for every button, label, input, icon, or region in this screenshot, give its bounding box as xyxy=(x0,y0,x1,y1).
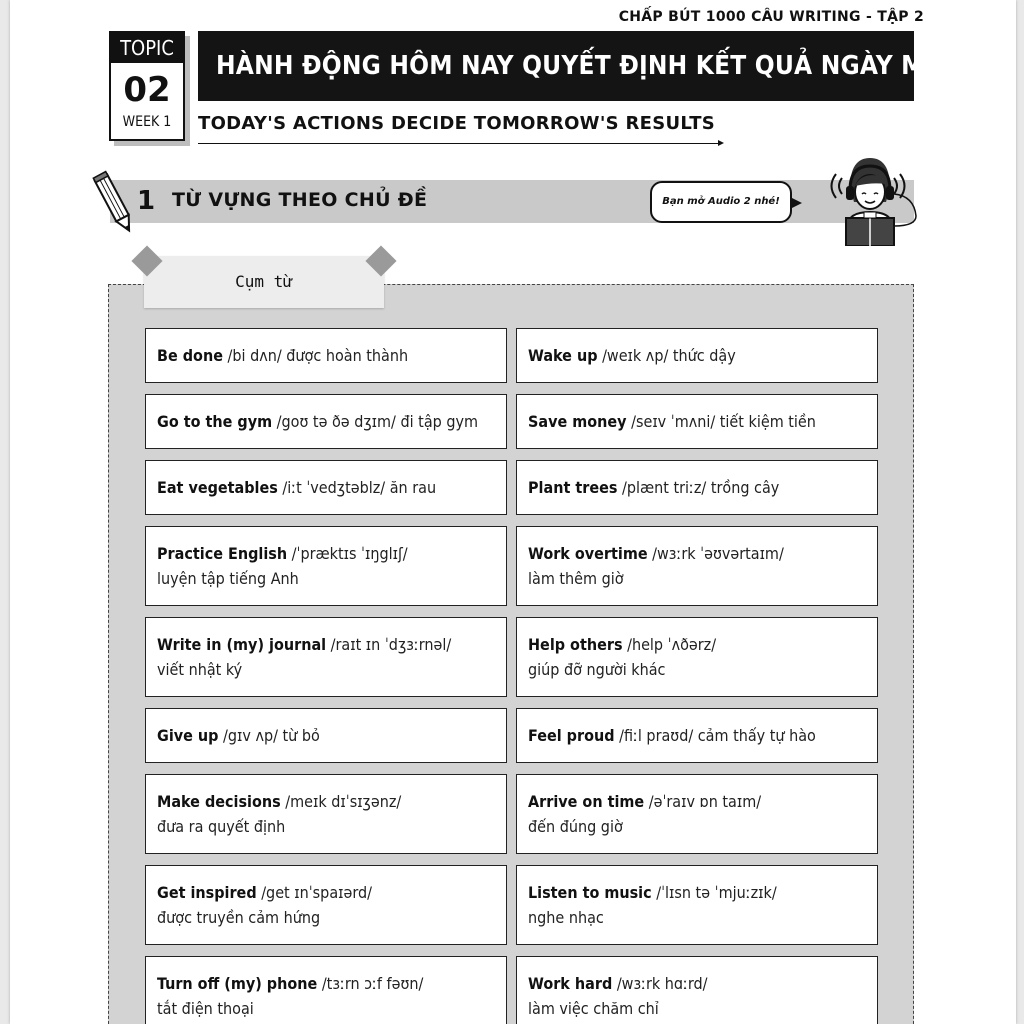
vocab-line xyxy=(528,880,866,905)
vocab-pronunciation: /weɪk ʌp/ thức dậy xyxy=(597,346,736,365)
topic-number: 02 xyxy=(123,70,171,110)
tape-label-card xyxy=(144,256,384,308)
subtitle-arrow-line xyxy=(198,143,718,144)
vocab-pronunciation: /seɪv ˈmʌni/ tiết kiệm tiền xyxy=(626,412,816,431)
vocab-line xyxy=(528,723,866,748)
vocab-pronunciation: /ˈpræktɪs ˈɪŋglɪʃ/ xyxy=(287,544,408,563)
vocab-meaning: làm thêm giờ xyxy=(528,569,624,588)
vocab-term: Feel proud xyxy=(528,726,615,745)
vocab-card-right xyxy=(516,526,878,606)
vocab-card-left xyxy=(145,526,507,606)
vocab-card-left xyxy=(145,865,507,945)
vocab-card-left xyxy=(145,394,507,449)
vocab-pronunciation: /wɜːrk ˈəʊvərtaɪm/ xyxy=(647,544,784,563)
vocab-term: Save money xyxy=(528,412,627,431)
vocab-term: Go to the gym xyxy=(157,412,273,431)
vocab-term: Give up xyxy=(157,726,219,745)
vocab-card-right xyxy=(516,774,878,854)
vocab-card-left xyxy=(145,956,507,1024)
vocab-pronunciation: /tɜːrn ɔːf fəʊn/ xyxy=(317,974,424,993)
vocab-term: Turn off (my) phone xyxy=(157,974,318,993)
vocab-line xyxy=(157,723,495,748)
book-title: CHẤP BÚT 1000 CÂU WRITING - TẬP 2 xyxy=(618,9,924,25)
vocab-meaning: đưa ra quyết định xyxy=(157,817,286,836)
vocab-term: Work hard xyxy=(528,974,613,993)
vocab-pronunciation: /meɪk dɪˈsɪʒənz/ xyxy=(280,792,402,811)
vocab-pronunciation: /əˈraɪv ɒn taɪm/ xyxy=(644,792,762,811)
vocab-term: Wake up xyxy=(528,346,598,365)
vocab-meaning: đến đúng giờ xyxy=(528,817,623,836)
vocab-line xyxy=(157,789,495,814)
vocab-card-right xyxy=(516,956,878,1024)
vocab-card-right xyxy=(516,865,878,945)
topic-label: TOPIC xyxy=(111,33,183,63)
vocab-term: Make decisions xyxy=(157,792,281,811)
vocab-pronunciation: /raɪt ɪn ˈdʒɜːrnəl/ xyxy=(326,635,452,654)
vocab-line xyxy=(528,541,866,566)
girl-with-headphones-icon xyxy=(818,154,918,246)
vocab-pronunciation: /fiːl praʊd/ cảm thấy tự hào xyxy=(614,726,816,745)
vocab-pronunciation: /gɪv ʌp/ từ bỏ xyxy=(218,726,320,745)
topic-badge xyxy=(109,31,185,141)
week-label: WEEK 1 xyxy=(122,114,172,130)
vocab-line xyxy=(528,632,866,657)
vocab-line xyxy=(528,409,866,434)
page-title: HÀNH ĐỘNG HÔM NAY QUYẾT ĐỊNH KẾT QUẢ NGÀY MAI xyxy=(198,31,914,101)
vocab-card-left xyxy=(145,617,507,697)
vocab-term: Be done xyxy=(157,346,223,365)
vocab-pronunciation: /goʊ tə ðə dʒɪm/ đi tập gym xyxy=(272,412,479,431)
vocab-line xyxy=(528,475,866,500)
section-title: TỪ VỰNG THEO CHỦ ĐỀ xyxy=(172,189,428,211)
document-page xyxy=(10,0,1016,1024)
vocab-line xyxy=(528,789,866,814)
vocab-line xyxy=(157,475,495,500)
vocab-term: Eat vegetables xyxy=(157,478,278,497)
page-subtitle: TODAY'S ACTIONS DECIDE TOMORROW'S RESULTS xyxy=(198,113,716,134)
pencil-icon xyxy=(92,170,138,238)
vocab-line xyxy=(157,343,495,368)
vocab-meaning: tắt điện thoại xyxy=(157,999,254,1018)
vocab-meaning: viết nhật ký xyxy=(157,660,243,679)
vocab-meaning: nghe nhạc xyxy=(528,908,604,927)
vocab-term: Listen to music xyxy=(528,883,652,902)
section-number: 1 xyxy=(137,186,156,216)
vocab-line xyxy=(528,343,866,368)
vocab-meaning: giúp đỡ người khác xyxy=(528,660,666,679)
vocab-term: Practice English xyxy=(157,544,288,563)
vocab-card-left xyxy=(145,328,507,383)
vocab-term: Help others xyxy=(528,635,623,654)
vocab-meaning: được truyền cảm hứng xyxy=(157,908,321,927)
vocab-pronunciation: /wɜːrk hɑːrd/ xyxy=(612,974,708,993)
vocab-line xyxy=(157,409,495,434)
vocab-card-right xyxy=(516,617,878,697)
vocab-card-right xyxy=(516,460,878,515)
vocab-card-right xyxy=(516,708,878,763)
vocab-line xyxy=(157,971,495,996)
vocab-pronunciation: /bi dʌn/ được hoàn thành xyxy=(222,346,409,365)
vocab-meaning: luyện tập tiếng Anh xyxy=(157,569,299,588)
vocab-term: Get inspired xyxy=(157,883,257,902)
vocab-meaning: làm việc chăm chỉ xyxy=(528,999,659,1018)
vocab-line xyxy=(157,880,495,905)
vocab-line xyxy=(528,971,866,996)
vocab-term: Arrive on time xyxy=(528,792,645,811)
speech-bubble: Bạn mở Audio 2 nhé! xyxy=(650,181,792,223)
vocab-pronunciation: /help ˈʌðərz/ xyxy=(622,635,717,654)
vocab-line xyxy=(157,632,495,657)
vocab-term: Work overtime xyxy=(528,544,648,563)
vocab-pronunciation: /plænt triːz/ trồng cây xyxy=(617,478,780,497)
vocab-term: Plant trees xyxy=(528,478,618,497)
vocab-card-left xyxy=(145,708,507,763)
tape-label: Cụm từ xyxy=(235,272,293,291)
vocab-card-left xyxy=(145,774,507,854)
vocab-pronunciation: /get ɪnˈspaɪərd/ xyxy=(256,883,372,902)
vocab-pronunciation: /ˈlɪsn tə ˈmjuːzɪk/ xyxy=(651,883,777,902)
vocab-term: Write in (my) journal xyxy=(157,635,327,654)
vocab-card-right xyxy=(516,328,878,383)
vocab-card-right xyxy=(516,394,878,449)
vocab-line xyxy=(157,541,495,566)
vocab-card-left xyxy=(145,460,507,515)
vocab-pronunciation: /iːt ˈvedʒtəblz/ ăn rau xyxy=(277,478,437,497)
